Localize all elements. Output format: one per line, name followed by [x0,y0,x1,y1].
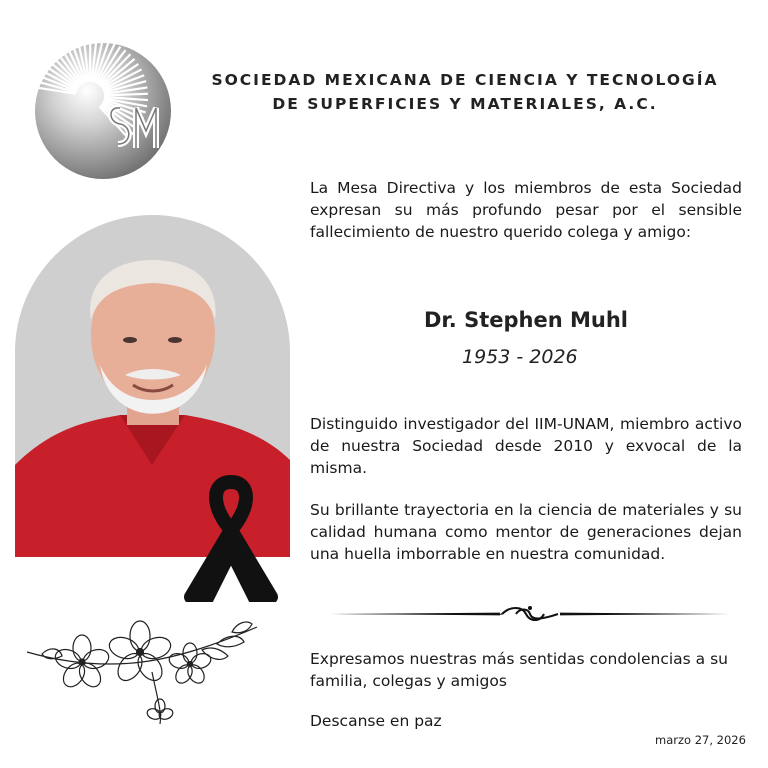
notice-date: marzo 27, 2026 [655,733,746,747]
intro-paragraph: La Mesa Directiva y los miembros de esta Sociedad expresan su más profundo pesar por el sensible fallecimiento de nuestro querido colega y amigo: [310,179,742,241]
condolences-paragraph: Expresamos nuestras más sentidas condolencias a su familia, colegas y amigos [310,650,728,690]
organization-name [185,68,745,116]
ornamental-divider [330,604,730,624]
deceased-name: Dr. Stephen Muhl [424,308,628,332]
organization-name-line1: SOCIEDAD MEXICANA DE CIENCIA Y TECNOLOGÍA [211,71,719,89]
organization-name-line2: DE SUPERFICIES Y MATERIALES, A.C. [272,95,658,113]
smcsym-logo [28,36,178,186]
floral-ornament [22,612,262,730]
legacy-paragraph: Su brillante trayectoria en la ciencia de materiales y su calidad humana como mentor de generaciones dejan una huella imborrable en nuestra comunidad. [310,501,742,563]
bio-paragraph: Distinguido investigador del IIM-UNAM, miembro activo de nuestra Sociedad desde 2010 y exvocal de la misma. [310,415,742,477]
life-years: 1953 - 2026 [462,346,578,368]
closing-text: Descanse en paz [310,712,442,730]
mourning-ribbon-icon [176,472,286,602]
